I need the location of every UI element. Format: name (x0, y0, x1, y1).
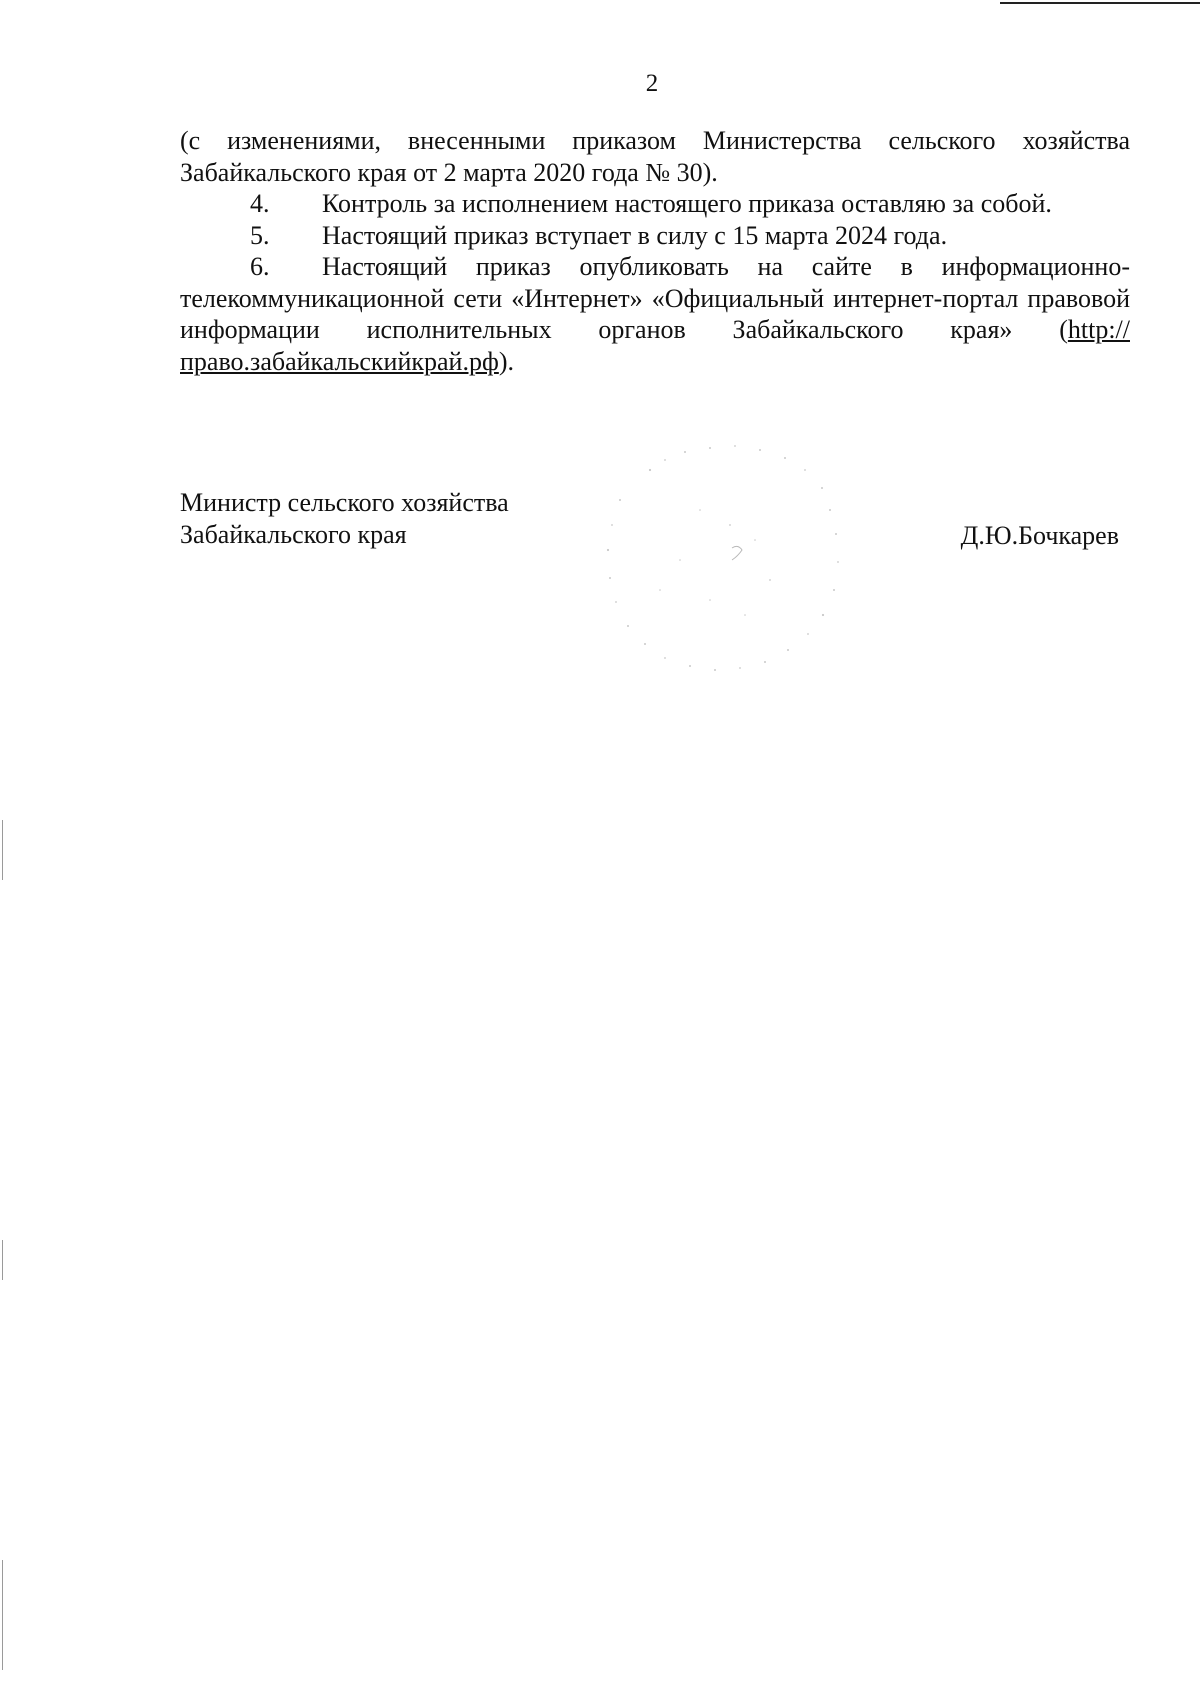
item-6 (180, 251, 1130, 377)
signatory-name: Д.Ю.Бочкарев (960, 521, 1119, 550)
scan-edge-line (1000, 2, 1200, 4)
item-5 (180, 220, 1130, 252)
item-text: Контроль за исполнением настоящего приказа оставляю за собой. (322, 189, 1052, 218)
signature-block (180, 487, 1130, 551)
page-number: 2 (645, 70, 659, 97)
portal-link[interactable]: http://право.забайкальскийкрай.рф (180, 315, 1130, 376)
scan-artifact (2, 1560, 3, 1670)
item-number: 6. (250, 252, 270, 281)
item-text-tail: ). (498, 346, 514, 376)
item-number: 5. (250, 220, 270, 250)
document-body (180, 125, 1130, 377)
scan-artifact (2, 820, 3, 880)
item-text: Настоящий приказ вступает в силу с 15 марта 2024 года. (322, 220, 948, 250)
item-4 (180, 188, 1130, 220)
signatory-title-line2: Забайкальского края (180, 520, 407, 549)
scan-artifact (2, 1240, 3, 1280)
continuation-paragraph: (с изменениями, внесенными приказом Министерства сельского хозяйства Забайкальского края от 2 марта 2020 года № 30). (180, 126, 1130, 187)
faint-seal-stamp (590, 430, 870, 690)
item-number: 4. (250, 189, 270, 218)
signatory-title-line1: Министр сельского хозяйства (180, 488, 509, 517)
item-text: Настоящий приказ опубликовать на сайте в информационно-телекоммуникационной сети «Интернет» «Официальный интернет-портал правовой информации исполнительных органов Забайкальского края» ( (180, 252, 1130, 344)
